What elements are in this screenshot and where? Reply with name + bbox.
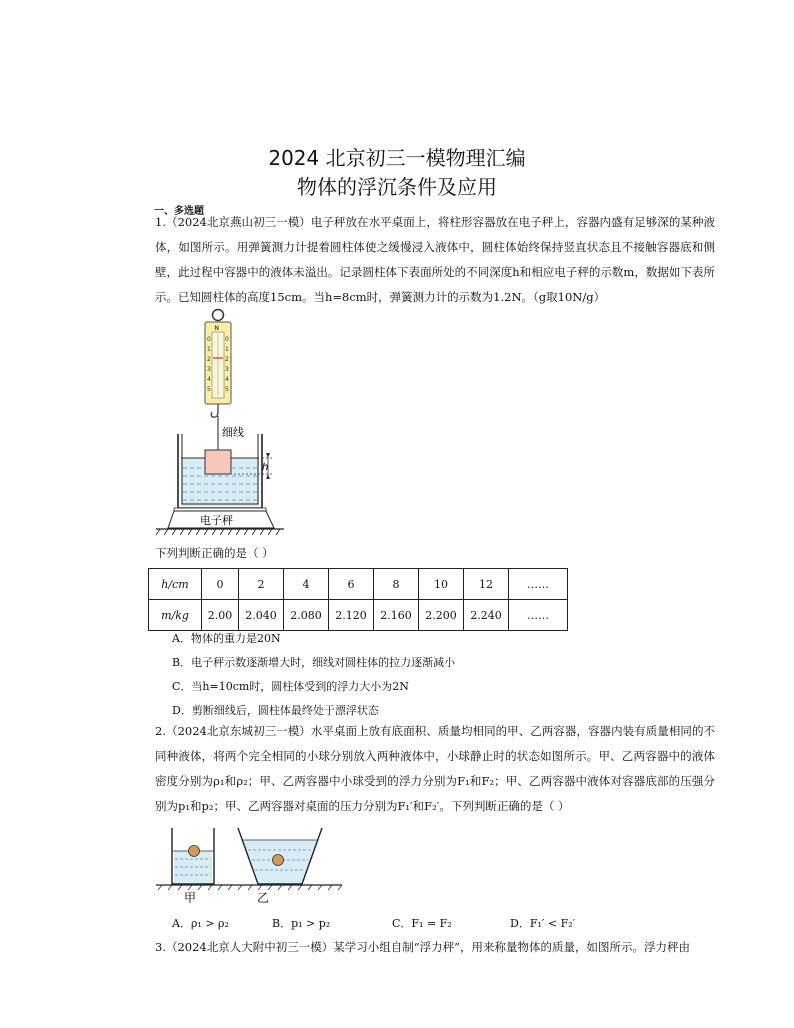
mark-left-3: 3: [207, 366, 211, 373]
table-header-h: h/cm: [149, 569, 202, 600]
table-row-h: [149, 569, 568, 600]
table-cell: 2.240: [464, 600, 509, 631]
section-heading: 一、多选题: [154, 206, 204, 217]
table-cell: 8: [374, 569, 419, 600]
q2-option-a[interactable]: A．ρ₁ > ρ₂: [172, 917, 229, 930]
mark-right-5: 5: [225, 386, 229, 393]
mark-left-0: 0: [207, 336, 211, 343]
ball-b: [273, 855, 284, 866]
q2-option-c[interactable]: C．F₁ = F₂: [392, 917, 452, 930]
q1-figure: [150, 308, 290, 538]
q2-option-b[interactable]: B．p₁ > p₂: [272, 917, 331, 930]
cylinder: [205, 450, 231, 474]
depth-label: h: [262, 462, 269, 473]
table-cell: 2: [239, 569, 284, 600]
table-cell: 2.080: [284, 600, 329, 631]
table-cell: 4: [284, 569, 329, 600]
table-cell: ……: [509, 569, 568, 600]
ball-a: [189, 846, 200, 857]
mark-left-4: 4: [207, 376, 211, 383]
table-cell: 2.120: [329, 600, 374, 631]
q2-option-d[interactable]: D．F₁′ < F₂′: [510, 917, 576, 930]
question-1-stem: 1.（2024北京燕山初三一模）电子秤放在水平桌面上，将柱形容器放在电子秤上，容器内盛有足够深的某种液体，如图所示。用弹簧测力计提着圆柱体使之缓慢浸入液体中，圆柱体始终保持竖直状态且不接触容器底和侧壁，此过程中容器中的液体未溢出。记录圆柱体下表面所处的不同深度h和相应电子秤的示数m，数据如下表所示。已知圆柱体的高度15cm。当h=8cm时，弹簧测力计的示数为1.2N。（g取10N/g）: [155, 215, 715, 304]
page-subtitle: 物体的浮沉条件及应用: [297, 175, 497, 199]
label-b: 乙: [257, 891, 270, 904]
q1-data-table: [148, 568, 568, 631]
spring-ring: [213, 310, 224, 321]
question-2-stem: 2.（2024北京东城初三一模）水平桌面上放有底面积、质量均相同的甲、乙两容器，容器内装有质量相同的不同种液体，将两个完全相同的小球分别放入两种液体中，小球静止时的状态如图所示。甲、乙两容器中的液体密度分别为ρ₁和ρ₂；甲、乙两容器中小球受到的浮力分别为F₁和F₂；甲、乙两容器中液体对容器底部的压强分别为p₁和p₂；甲、乙两容器对桌面的压力分别为F₁′和F₂′。下列判断正确的是（ ）: [155, 724, 715, 813]
mark-right-2: 2: [225, 356, 229, 363]
q1-option-a[interactable]: A．物体的重力是20N: [172, 632, 281, 645]
table-cell: 2.00: [202, 600, 239, 631]
mark-right-3: 3: [225, 366, 229, 373]
table-cell: 2.200: [419, 600, 464, 631]
table-cell: 2.040: [239, 600, 284, 631]
mark-right-4: 4: [225, 376, 229, 383]
label-a: 甲: [184, 891, 197, 904]
q1-prompt: 下列判断正确的是（ ）: [155, 546, 274, 560]
table-cell: 10: [419, 569, 464, 600]
question-3-stem: 3.（2024北京人大附中初三一模）某学习小组自制“浮力秤”，用来称量物体的质量，如图所示。浮力秤由: [155, 940, 690, 954]
mark-right-0: 0: [225, 336, 229, 343]
table-row-m: [149, 600, 568, 631]
mark-right-1: 1: [225, 346, 229, 353]
page-title: 2024 北京初三一模物理汇编: [268, 146, 526, 170]
mark-left-1: 1: [207, 346, 211, 353]
thread-label: 细线: [222, 426, 244, 439]
q2-figure: [154, 826, 344, 904]
scale-label: 电子秤: [200, 514, 233, 527]
table-cell: 2.160: [374, 600, 419, 631]
table-cell: 0: [202, 569, 239, 600]
q1-option-b[interactable]: B．电子秤示数逐渐增大时，细线对圆柱体的拉力逐渐减小: [172, 656, 456, 669]
spring-hook: [211, 404, 218, 417]
mark-left-2: 2: [207, 356, 211, 363]
table-cell: ……: [509, 600, 568, 631]
table-cell: 6: [329, 569, 374, 600]
q1-option-c[interactable]: C．当h=10cm时，圆柱体受到的浮力大小为2N: [172, 680, 409, 693]
table-header-m: m/kg: [149, 600, 202, 631]
spring-unit-label: N: [214, 325, 219, 332]
mark-left-5: 5: [207, 386, 211, 393]
q1-option-d[interactable]: D．剪断细线后，圆柱体最终处于漂浮状态: [172, 704, 379, 717]
table-cell: 12: [464, 569, 509, 600]
